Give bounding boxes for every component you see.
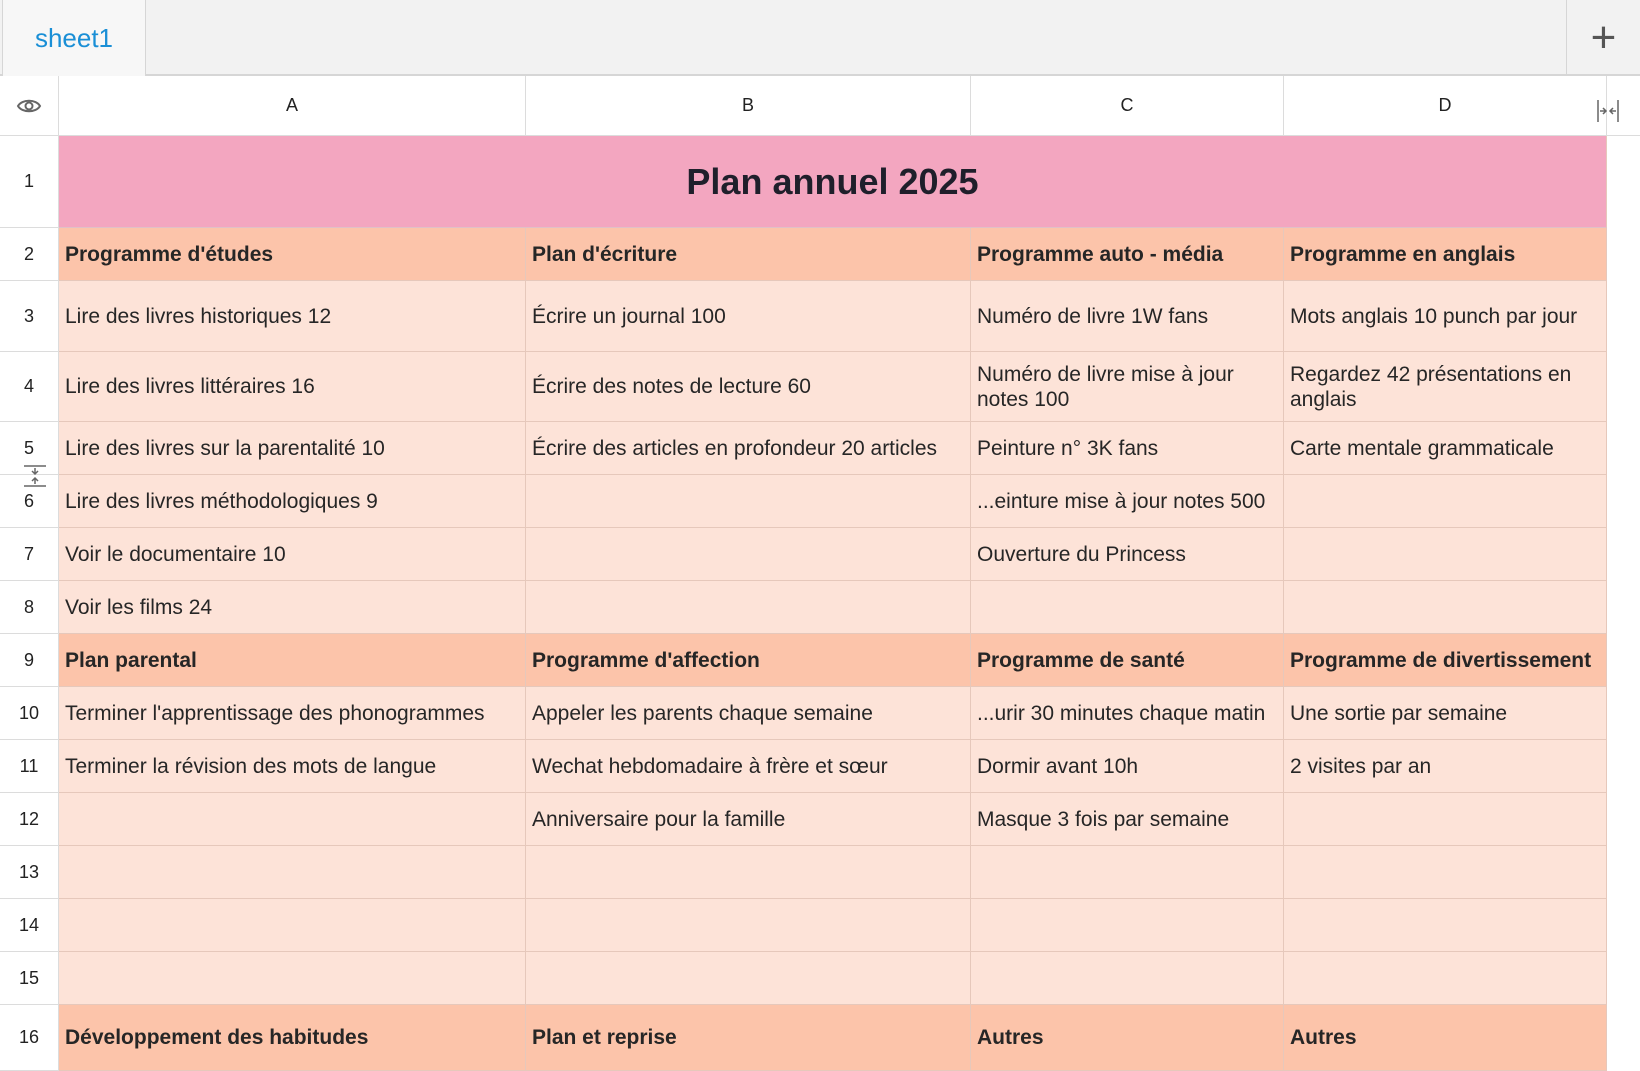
cell-c13[interactable]: [971, 846, 1284, 899]
cell-b12[interactable]: [526, 793, 971, 846]
cell-text: Lire des livres littéraires 16: [65, 375, 315, 398]
cell-b9[interactable]: [526, 634, 971, 687]
cell-text: Lire des livres sur la parentalité 10: [65, 436, 385, 460]
cell-d5[interactable]: [1284, 422, 1607, 475]
cell-text: Lire des livres méthodologiques 9: [65, 489, 378, 513]
row-header-11[interactable]: [0, 740, 59, 793]
row-header-3[interactable]: [0, 281, 59, 352]
row-number: 13: [18, 861, 40, 882]
column-header-d[interactable]: [1284, 76, 1607, 136]
cell-c4[interactable]: [971, 352, 1284, 422]
row-number: 10: [18, 702, 40, 723]
cell-b3[interactable]: [526, 281, 971, 352]
cell-text: Masque 3 fois par semaine: [977, 807, 1230, 831]
cell-d13[interactable]: [1284, 846, 1607, 899]
cell-a13[interactable]: [59, 846, 526, 899]
cell-c8[interactable]: [971, 581, 1284, 634]
column-label: D: [1438, 95, 1452, 115]
row-header-7[interactable]: [0, 528, 59, 581]
cell-text: Ouverture du Princess: [977, 542, 1186, 566]
cell-c7[interactable]: [971, 528, 1284, 581]
column-label: B: [741, 95, 754, 115]
section-header-text: Plan d'écriture: [532, 242, 678, 266]
cell-b7[interactable]: [526, 528, 971, 581]
cell-text: Une sortie par semaine: [1290, 701, 1508, 725]
section-header-text: Programme de santé: [977, 648, 1185, 672]
cell-b11[interactable]: [526, 740, 971, 793]
cell-text: Voir les films 24: [65, 595, 213, 619]
cell-text: Écrire un journal 100: [532, 304, 726, 328]
row-number: 4: [23, 376, 34, 396]
column-header-c[interactable]: [971, 76, 1284, 136]
cell-b6[interactable]: [526, 475, 971, 528]
tab-label: sheet1: [34, 22, 114, 53]
column-label: A: [285, 95, 298, 115]
cell-text: ...einture mise à jour notes 500: [977, 489, 1266, 513]
cell-c6[interactable]: [971, 475, 1284, 528]
cell-c12[interactable]: [971, 793, 1284, 846]
sheet-title: Plan annuel 2025: [686, 161, 979, 202]
cell-d10[interactable]: [1284, 687, 1607, 740]
cell-a16[interactable]: [59, 1005, 526, 1071]
row-number: 2: [23, 243, 34, 264]
cell-b15[interactable]: [526, 952, 971, 1005]
column-label: C: [1120, 95, 1134, 115]
cell-d7[interactable]: [1284, 528, 1607, 581]
cell-a15[interactable]: [59, 952, 526, 1005]
row-header-9[interactable]: [0, 634, 59, 687]
section-header-text: Autres: [977, 1026, 1044, 1049]
cell-c10[interactable]: [971, 687, 1284, 740]
row-number: 14: [18, 914, 40, 935]
section-header-text: Programme en anglais: [1290, 242, 1516, 266]
section-header-text: Programme d'études: [65, 242, 274, 266]
row-number: 5: [23, 437, 34, 458]
cell-text: 2 visites par an: [1290, 754, 1432, 778]
row-header-13[interactable]: [0, 846, 59, 899]
cell-d16[interactable]: [1284, 1005, 1607, 1071]
cell-d14[interactable]: [1284, 899, 1607, 952]
tab-sheet1[interactable]: [2, 0, 146, 76]
cell-a14[interactable]: [59, 899, 526, 952]
cell-d11[interactable]: [1284, 740, 1607, 793]
sheet-tab-bar: [0, 0, 1640, 76]
row-header-15[interactable]: [0, 952, 59, 1005]
cell-text: Lire des livres historiques 12: [65, 304, 332, 328]
cell-text: Anniversaire pour la famille: [532, 807, 786, 831]
plus-icon: +: [1590, 13, 1617, 62]
row-header-10[interactable]: [0, 687, 59, 740]
select-all-corner[interactable]: [0, 76, 59, 136]
row-number: 9: [23, 649, 34, 670]
cell-c2[interactable]: [971, 228, 1284, 281]
row-number: 11: [19, 755, 39, 776]
row-header-16[interactable]: [0, 1005, 59, 1071]
cell-a4[interactable]: [59, 352, 526, 422]
cell-d12[interactable]: [1284, 793, 1607, 846]
cell-a12[interactable]: [59, 793, 526, 846]
cell-d9[interactable]: [1284, 634, 1607, 687]
cell-b13[interactable]: [526, 846, 971, 899]
cell-a6[interactable]: [59, 475, 526, 528]
cell-d6[interactable]: [1284, 475, 1607, 528]
cell-text: ...urir 30 minutes chaque matin: [977, 701, 1266, 725]
cell-a3[interactable]: [59, 281, 526, 352]
cell-text: Wechat hebdomadaire à frère et sœur: [532, 754, 888, 778]
cell-text: Numéro de livre mise à jour notes 100: [977, 362, 1234, 411]
cell-c16[interactable]: [971, 1005, 1284, 1071]
cell-b4[interactable]: [526, 352, 971, 422]
row-number: 12: [18, 808, 40, 829]
cell-b10[interactable]: [526, 687, 971, 740]
cell-c11[interactable]: [971, 740, 1284, 793]
row-number: 6: [23, 490, 34, 511]
cell-c15[interactable]: [971, 952, 1284, 1005]
section-header-text: Programme auto - média: [977, 242, 1224, 266]
row-number: 1: [23, 171, 34, 191]
cell-a8[interactable]: [59, 581, 526, 634]
cell-d2[interactable]: [1284, 228, 1607, 281]
row-number: 3: [23, 305, 34, 326]
row-header-2[interactable]: [0, 228, 59, 281]
cell-c14[interactable]: [971, 899, 1284, 952]
cell-c3[interactable]: [971, 281, 1284, 352]
cell-a7[interactable]: [59, 528, 526, 581]
cell-a2[interactable]: [59, 228, 526, 281]
cell-a5[interactable]: [59, 422, 526, 475]
title-cell-a1[interactable]: [59, 136, 1607, 228]
row-number: 15: [18, 967, 40, 988]
row-resize-icon[interactable]: [22, 462, 48, 490]
column-header-b[interactable]: [526, 76, 971, 136]
column-resize-icon[interactable]: [1594, 98, 1622, 124]
cell-text: Carte mentale grammaticale: [1290, 436, 1554, 460]
cell-text: Voir le documentaire 10: [65, 542, 286, 566]
add-sheet-button[interactable]: [1566, 0, 1640, 76]
eye-icon[interactable]: [16, 93, 42, 119]
cell-text: Numéro de livre 1W fans: [977, 304, 1209, 328]
column-header-a[interactable]: [59, 76, 526, 136]
row-number: 8: [23, 596, 34, 617]
cell-a10[interactable]: [59, 687, 526, 740]
section-header-text: Développement des habitudes: [65, 1026, 369, 1049]
section-header-text: Programme de divertissement: [1290, 648, 1592, 672]
cell-text: Mots anglais 10 punch par jour: [1290, 304, 1578, 328]
row-header-1[interactable]: [0, 136, 59, 228]
cell-a9[interactable]: [59, 634, 526, 687]
cell-b2[interactable]: [526, 228, 971, 281]
cell-c9[interactable]: [971, 634, 1284, 687]
cell-text: Appeler les parents chaque semaine: [532, 701, 873, 725]
cell-text: Terminer la révision des mots de langue: [65, 754, 437, 778]
cell-b5[interactable]: [526, 422, 971, 475]
cell-d8[interactable]: [1284, 581, 1607, 634]
row-header-12[interactable]: [0, 793, 59, 846]
cell-a11[interactable]: [59, 740, 526, 793]
section-header-text: Plan parental: [65, 648, 197, 672]
cell-text: Regardez 42 présentations en anglais: [1290, 362, 1572, 411]
cell-text: Peinture n° 3K fans: [977, 436, 1159, 460]
cell-text: Écrire des notes de lecture 60: [532, 375, 811, 398]
cell-text: Terminer l'apprentissage des phonogrammes: [65, 701, 485, 725]
row-header-8[interactable]: [0, 581, 59, 634]
cell-c5[interactable]: [971, 422, 1284, 475]
row-header-14[interactable]: [0, 899, 59, 952]
row-number: 16: [18, 1027, 40, 1047]
cell-b14[interactable]: [526, 899, 971, 952]
cell-b8[interactable]: [526, 581, 971, 634]
section-header-text: Autres: [1290, 1026, 1357, 1049]
cell-d4[interactable]: [1284, 352, 1607, 422]
row-number: 7: [23, 543, 34, 564]
section-header-text: Programme d'affection: [532, 648, 760, 672]
section-header-text: Plan et reprise: [532, 1026, 677, 1049]
cell-text: Dormir avant 10h: [977, 754, 1139, 778]
cell-d3[interactable]: [1284, 281, 1607, 352]
cell-d15[interactable]: [1284, 952, 1607, 1005]
row-header-4[interactable]: [0, 352, 59, 422]
cell-text: Écrire des articles en profondeur 20 articles: [532, 436, 938, 460]
cell-b16[interactable]: [526, 1005, 971, 1071]
